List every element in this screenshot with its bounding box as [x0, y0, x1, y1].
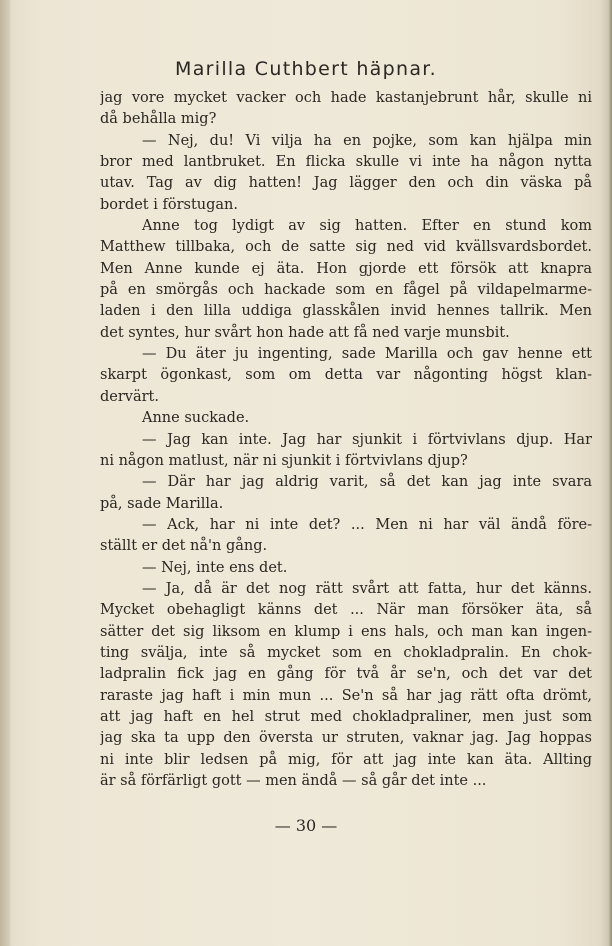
text-line: det syntes, hur svårt hon hade att få ned varje munsbit. [100, 324, 510, 341]
text-line: jag vore mycket vacker och hade kastanjebrunt hår, skulle ni [100, 90, 592, 106]
text-line: raraste jag haft i min mun ... Se'n så har jag rätt ofta drömt, [100, 687, 592, 704]
text-line: Anne tog lydigt av sig hatten. Efter en stund kom [142, 218, 592, 235]
text-line: — Ja, då är det nog rätt svårt att fatta, hur det känns. [142, 580, 592, 597]
text-line: dervärt. [100, 388, 159, 405]
text-line: Men Anne kunde ej äta. Hon gjorde ett försök att knapra [100, 260, 592, 277]
text-line: — Jag kan inte. Jag har sjunkit i förtvivlans djup. Har [142, 431, 592, 448]
text-line: Mycket obehagligt känns det ... När man försöker äta, så [100, 602, 592, 619]
page-number: — 30 — [274, 816, 338, 835]
text-line: på, sade Marilla. [100, 495, 224, 512]
page-right-edge [608, 0, 612, 946]
text-line: — Nej, inte ens det. [142, 559, 288, 576]
running-header: Marilla Cuthbert häpnar. [175, 58, 437, 80]
text-line: jag ska ta upp den översta ur struten, vaknar jag. Jag hoppas [100, 730, 592, 747]
text-line: att jag haft en hel strut med chokladpraliner, men just som [100, 708, 592, 725]
text-line: ställt er det nå'n gång. [100, 538, 268, 555]
text-line: bror med lantbruket. En flicka skulle vi inte ha någon nytta [100, 154, 592, 171]
text-line: ladpralin fick jag en gång för två år se'n, och det var det [100, 666, 592, 683]
text-line: är så förfärligt gott — men ändå — så går det inte ... [100, 773, 487, 789]
text-line: ni inte blir ledsen på mig, för att jag inte kan äta. Allting [100, 751, 592, 768]
body-text [100, 88, 592, 792]
text-line: Anne suckade. [142, 410, 250, 427]
text-line: — Där har jag aldrig varit, så det kan jag inte svara [142, 474, 592, 491]
text-line: på en smörgås och hackade som en fågel på vildapelmarme- [100, 282, 592, 299]
text-line: bordet i förstugan. [100, 196, 238, 213]
text-line: laden i den lilla uddiga glasskålen invid hennes tallrik. Men [100, 303, 592, 320]
text-line: ni någon matlust, när ni sjunkit i förtvivlans djup? [100, 452, 468, 469]
text-line: då behålla mig? [100, 111, 217, 128]
text-line: — Du äter ju ingenting, sade Marilla och gav henne ett [142, 346, 592, 363]
text-line: utav. Tag av dig hatten! Jag lägger den och din väska på [100, 175, 592, 192]
text-line: sätter det sig liksom en klump i ens hals, och man kan ingen- [100, 623, 592, 640]
text-line: Matthew tillbaka, och de satte sig ned vid kvällsvardsbordet. [100, 239, 592, 256]
text-line: ting svälja, inte så mycket som en chokladpralin. En chok- [100, 644, 592, 661]
text-line: skarpt ögonkast, som om detta var någonting högst klan- [100, 367, 592, 384]
page-spine-shadow [0, 0, 10, 946]
text-line: — Ack, har ni inte det? ... Men ni har väl ändå före- [142, 516, 592, 533]
text-line: — Nej, du! Vi vilja ha en pojke, som kan hjälpa min [142, 132, 592, 149]
